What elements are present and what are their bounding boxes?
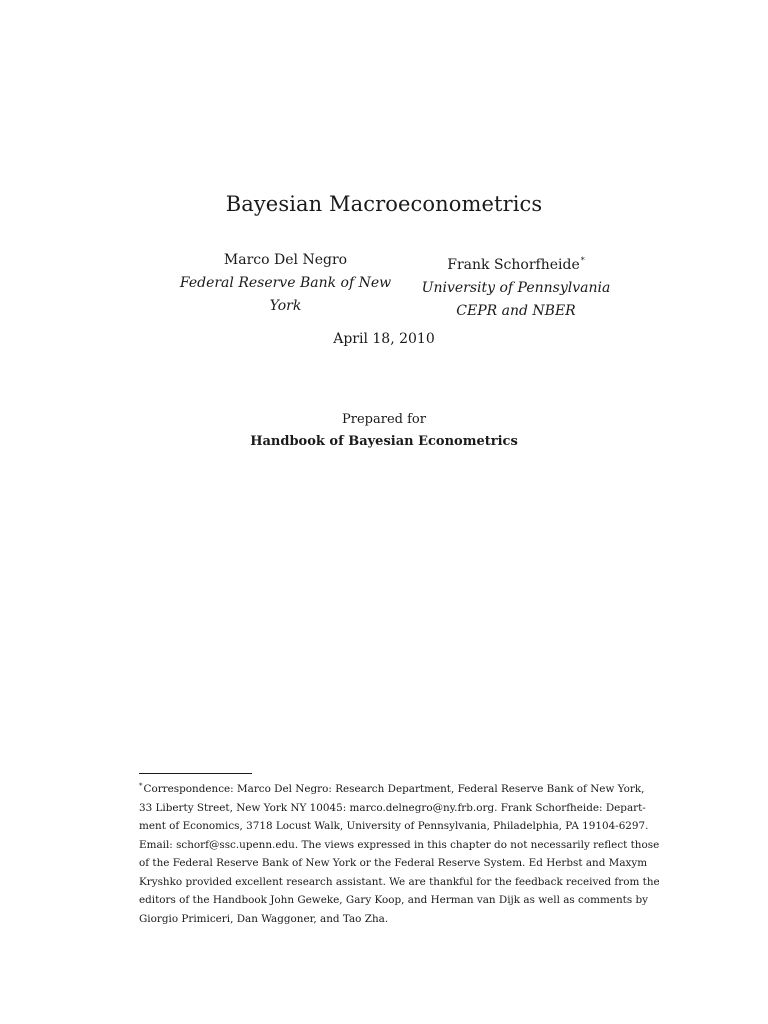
author-block-1 xyxy=(163,249,408,318)
prepared-for-title: Handbook of Bayesian Econometrics xyxy=(250,434,518,449)
footnote-line: Email: schorf@ssc.upenn.edu. The views expressed in this chapter do not necessarily reflect those xyxy=(139,838,660,851)
paper-date: April 18, 2010 xyxy=(333,331,435,347)
footnote-mark: * xyxy=(139,782,143,790)
footnote-line: 33 Liberty Street, New York NY 10045: marco.delnegro@ny.frb.org. Frank Schorfheide: Depart- xyxy=(139,801,646,814)
footnote-line: Kryshko provided excellent research assistant. We are thankful for the feedback received from the xyxy=(139,875,660,888)
footnote-line: of the Federal Reserve Bank of New York or the Federal Reserve System. Ed Herbst and Maxym xyxy=(139,857,648,869)
author-name: Marco Del Negro xyxy=(223,252,348,268)
footnote-rule xyxy=(139,773,252,774)
correspondence-footnote xyxy=(139,777,660,928)
footnote-line: ment of Economics, 3718 Locust Walk, University of Pennsylvania, Philadelphia, PA 19104-6297. xyxy=(139,820,649,832)
author-block-2 xyxy=(420,249,612,323)
prepared-for-label: Prepared for xyxy=(342,412,426,427)
author-affiliation: University of Pennsylvania xyxy=(421,280,611,296)
footnote-line: editors of the Handbook John Geweke, Gary Koop, and Herman van Dijk as well as comments by xyxy=(139,894,648,906)
footnote-mark[interactable]: * xyxy=(580,256,585,265)
paper-title: Bayesian Macroeconometrics xyxy=(225,192,543,216)
footnote-line: *Correspondence: Marco Del Negro: Research Department, Federal Reserve Bank of New York, xyxy=(139,782,645,795)
author-affiliation: CEPR and NBER xyxy=(456,303,576,319)
footnote-line: Giorgio Primiceri, Dan Waggoner, and Tao Zha. xyxy=(139,912,389,925)
author-affiliation: Federal Reserve Bank of New York xyxy=(179,275,392,314)
author-name: Frank Schorfheide* xyxy=(447,256,585,273)
